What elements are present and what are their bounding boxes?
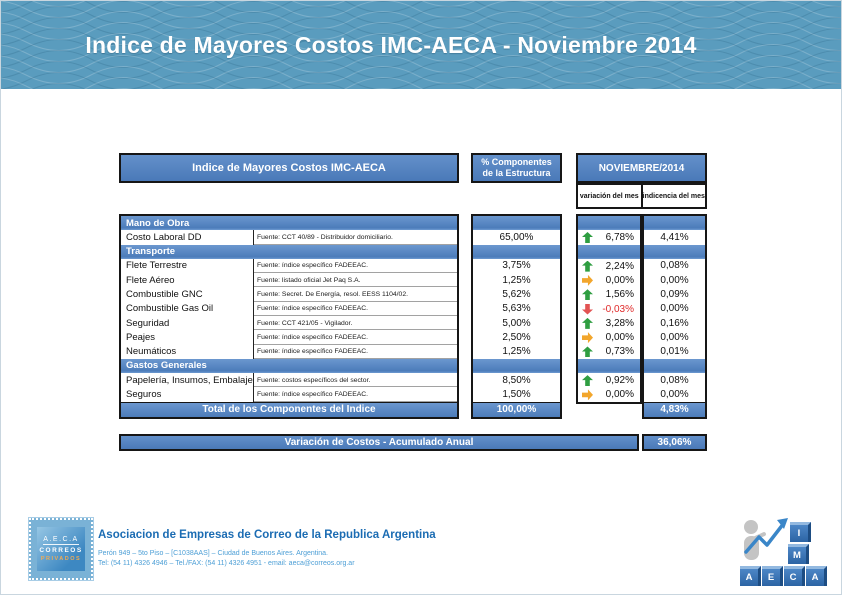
up-arrow-icon — [582, 261, 593, 272]
component-percent: 8,50% — [502, 374, 531, 386]
incidence-percent: 0,00% — [660, 303, 689, 315]
component-percent: 65,00% — [499, 231, 534, 243]
up-arrow-icon — [582, 289, 593, 300]
component-percent: 1,25% — [502, 346, 531, 358]
item-label: Flete Terrestre — [126, 260, 188, 272]
total-row-incidence: 4,83% — [644, 402, 705, 417]
total-row-component: 100,00% — [473, 402, 560, 417]
table-row — [121, 387, 457, 401]
item-source: Fuente: Secret. De Energía, resol. EESS 1104/02. — [253, 287, 457, 301]
item-source: Fuente: CCT 40/89 - Distribuidor domiciliario. — [253, 230, 457, 244]
variation-percent: 0,00% — [605, 332, 634, 344]
banner — [1, 1, 842, 89]
table-row — [578, 230, 640, 244]
right-arrow-icon — [582, 275, 593, 286]
table-row — [644, 330, 705, 344]
table-row — [473, 302, 560, 316]
variation-percent: 0,92% — [605, 375, 634, 387]
item-source: Fuente: índice específico FADEEAC. — [253, 387, 457, 401]
item-source: Fuente: listado oficial Jet Paq S.A. — [253, 273, 457, 287]
table-row — [473, 373, 560, 387]
table-row — [473, 273, 560, 287]
item-label: Seguridad — [126, 317, 170, 329]
component-percent: 3,75% — [502, 260, 531, 272]
table-row — [644, 302, 705, 316]
table-row — [121, 330, 457, 344]
component-percent: 2,50% — [502, 331, 531, 343]
components-header-line2: de la Estructura — [482, 168, 551, 178]
table-row — [121, 273, 457, 287]
table-row — [473, 387, 560, 401]
section-row — [644, 359, 705, 373]
component-percent: 5,63% — [502, 303, 531, 315]
summary-label: Variación de Costos - Acumulado Anual — [119, 434, 639, 451]
organization-contact: Tel: (54 11) 4326 4946 – Tel./FAX: (54 11) 4326 4951 - email: aeca@correos.org.ar — [98, 560, 355, 567]
variation-percent: -0,03% — [602, 303, 634, 315]
variation-percent: 2,24% — [605, 260, 634, 272]
table-row — [473, 330, 560, 344]
table-row — [121, 287, 457, 301]
table-row — [121, 259, 457, 273]
stamp-line3: PRIVADOS — [40, 556, 82, 562]
logo-cube: E — [762, 566, 783, 586]
stamp-line2: CORREOS — [39, 547, 83, 554]
item-source: Fuente: índice específico FADEEAC. — [253, 259, 457, 273]
table-row — [121, 302, 457, 316]
up-arrow-icon — [582, 375, 593, 386]
section-row — [473, 245, 560, 259]
page-title: Indice de Mayores Costos IMC-AECA - Noviembre 2014 — [85, 31, 697, 58]
incidence-percent: 0,16% — [660, 317, 689, 329]
incidence-table-body — [642, 214, 707, 419]
table-header-components — [471, 153, 562, 183]
table-row — [644, 345, 705, 359]
variation-percent: 0,73% — [605, 346, 634, 358]
table-row — [473, 230, 560, 244]
down-arrow-icon — [582, 304, 593, 315]
right-arrow-icon — [582, 332, 593, 343]
table-row — [121, 373, 457, 387]
aeca-stamp-logo — [29, 518, 93, 580]
item-label: Combustible Gas Oil — [126, 303, 214, 315]
component-percent: 5,00% — [502, 317, 531, 329]
logo-cube: C — [784, 566, 805, 586]
component-percent: 1,25% — [502, 274, 531, 286]
variation-percent: 3,28% — [605, 317, 634, 329]
stamp-line1: A.E.C.A — [43, 536, 79, 543]
item-label: Papelería, Insumos, Embalaje — [126, 374, 253, 386]
incidence-percent: 0,08% — [660, 374, 689, 386]
organization-name: Asociacion de Empresas de Correo de la Republica Argentina — [98, 529, 436, 541]
table-row — [121, 230, 457, 244]
section-row: Gastos Generales — [121, 359, 457, 373]
table-row — [644, 273, 705, 287]
variation-percent: 6,78% — [605, 231, 634, 243]
incidence-percent: 0,01% — [660, 346, 689, 358]
table-row — [121, 345, 457, 359]
section-row — [473, 216, 560, 230]
table-row — [644, 316, 705, 330]
incidence-percent: 0,00% — [660, 331, 689, 343]
incidence-percent: 0,00% — [660, 274, 689, 286]
item-source: Fuente: índice específico FADEEAC. — [253, 302, 457, 316]
section-row — [578, 216, 640, 230]
item-source: Fuente: CCT 421/05 - Vigilador. — [253, 316, 457, 330]
item-source: Fuente: índice específico FADEEAC. — [253, 345, 457, 359]
logo-cube: A — [740, 566, 761, 586]
item-label: Costo Laboral DD — [126, 231, 202, 243]
table-row — [644, 287, 705, 301]
organization-address: Perón 949 – 5to Piso – [C1038AAS] – Ciudad de Buenos Aires. Argentina. — [98, 550, 328, 557]
item-label: Seguros — [126, 389, 162, 401]
table-row — [578, 331, 640, 345]
table-row — [578, 345, 640, 359]
section-row: Mano de Obra — [121, 216, 457, 230]
components-header-line1: % Componentes — [481, 157, 552, 167]
table-row — [578, 273, 640, 287]
incidence-percent: 0,08% — [660, 260, 689, 272]
item-label: Peajes — [126, 331, 156, 343]
incidence-percent: 0,09% — [660, 289, 689, 301]
table-row — [578, 302, 640, 316]
logo-cube: I — [790, 522, 811, 542]
table-header-index: Indice de Mayores Costos IMC-AECA — [119, 153, 459, 183]
item-source: Fuente: costos específicos del sector. — [253, 373, 457, 387]
section-row — [578, 245, 640, 259]
aeca-stamp-inner — [37, 527, 85, 571]
section-row: Transporte — [121, 245, 457, 259]
section-row — [578, 359, 640, 373]
table-row — [578, 316, 640, 330]
variation-percent: 0,00% — [605, 389, 634, 401]
logo-person-trend-icon — [736, 506, 796, 566]
section-row — [473, 359, 560, 373]
table-row — [473, 259, 560, 273]
table-row — [473, 316, 560, 330]
variation-percent: 0,00% — [605, 274, 634, 286]
table-row — [473, 287, 560, 301]
summary-value: 36,06% — [642, 434, 707, 451]
item-label: Neumáticos — [126, 346, 177, 358]
logo-cube: A — [806, 566, 827, 586]
incidence-percent: 0,00% — [660, 389, 689, 401]
up-arrow-icon — [582, 346, 593, 357]
right-arrow-icon — [582, 389, 593, 400]
up-arrow-icon — [582, 232, 593, 243]
variation-table-body — [576, 214, 642, 404]
item-label: Flete Aéreo — [126, 274, 175, 286]
imc-aeca-logo — [736, 506, 838, 590]
subheader-variation: variación del mes — [579, 192, 639, 200]
component-percent: 5,62% — [502, 289, 531, 301]
subheader-incidence: indicencia del mes — [641, 185, 706, 207]
item-label: Combustible GNC — [126, 289, 203, 301]
component-percent: 1,50% — [502, 389, 531, 401]
table-row — [644, 230, 705, 244]
table-row — [644, 387, 705, 401]
up-arrow-icon — [582, 318, 593, 329]
logo-cube: M — [788, 544, 809, 564]
table-row — [578, 388, 640, 402]
components-table-body — [471, 214, 562, 419]
table-subheader — [576, 183, 707, 209]
table-row — [644, 259, 705, 273]
variation-percent: 1,56% — [605, 289, 634, 301]
table-row — [644, 373, 705, 387]
table-row — [578, 288, 640, 302]
table-row — [578, 259, 640, 273]
table-header-month: NOVIEMBRE/2014 — [576, 153, 707, 183]
section-row — [644, 216, 705, 230]
table-row — [578, 373, 640, 387]
table-row — [473, 345, 560, 359]
item-source: Fuente: índice específico FADEEAC. — [253, 330, 457, 344]
section-row — [644, 245, 705, 259]
table-row — [121, 316, 457, 330]
incidence-percent: 4,41% — [660, 231, 689, 243]
total-row-label: Total de los Componentes del Indice — [121, 402, 457, 417]
left-table-body — [119, 214, 459, 419]
